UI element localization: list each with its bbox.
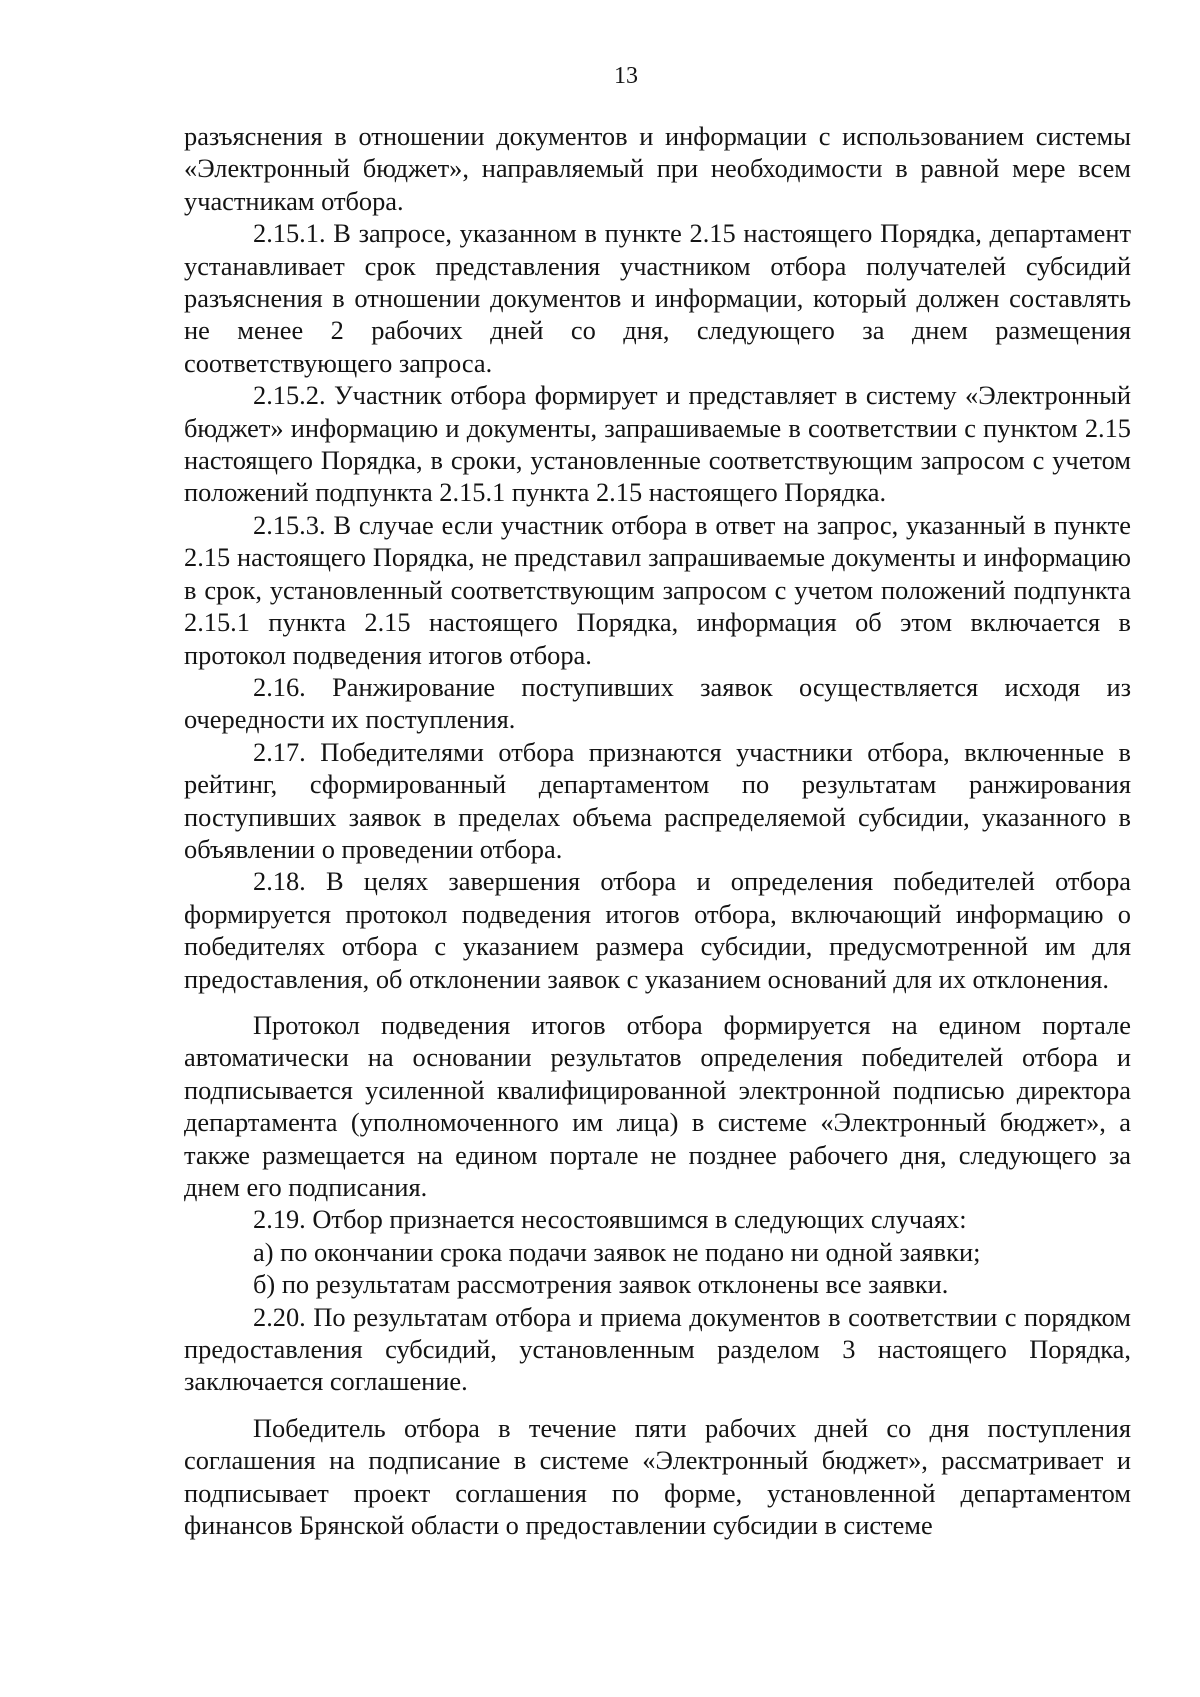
paragraph-protocol: Протокол подведения итогов отбора формируется на едином портале автоматически на основании результатов определения победителей отбора и подписывается усиленной квалифицированной электронной подписью директора департамента (уполномоченного им лица) в системе «Электронный бюджет», а также размещается на едином портале не позднее рабочего дня, следующего за днем его подписания.: [184, 1009, 1131, 1202]
paragraph-2-17: 2.17. Победителями отбора признаются участники отбора, включенные в рейтинг, сформированный департаментом по результатам ранжирования поступивших заявок в пределах объема распределяемой субсидии, указанного в объявлении о проведении отбора.: [184, 736, 1131, 864]
document-body: [184, 120, 1131, 1541]
paragraph-winner: Победитель отбора в течение пяти рабочих дней со дня поступления соглашения на подписание в системе «Электронный бюджет», рассматривает и подписывает проект соглашения по форме, установленной департаментом финансов Брянской области о предоставлении субсидии в системе: [184, 1412, 1131, 1541]
paragraph-2-20: 2.20. По результатам отбора и приема документов в соответствии с порядком предоставления субсидий, установленным разделом 3 настоящего Порядка, заключается соглашение.: [184, 1301, 1131, 1397]
paragraph-2-16: 2.16. Ранжирование поступивших заявок осуществляется исходя из очередности их поступления.: [184, 671, 1131, 735]
paragraph-2-15-3: 2.15.3. В случае если участник отбора в ответ на запрос, указанный в пункте 2.15 настоящего Порядка, не представил запрашиваемые документы и информацию в срок, установленный соответствующим запросом с учетом положений подпункта 2.15.1 пункта 2.15 настоящего Порядка, информация об этом включается в протокол подведения итогов отбора.: [184, 509, 1131, 670]
paragraph-continuation: разъяснения в отношении документов и информации с использованием системы «Электронный бюджет», направляемый при необходимости в равной мере всем участникам отбора.: [184, 121, 1131, 216]
paragraph-2-15-1: 2.15.1. В запросе, указанном в пункте 2.15 настоящего Порядка, департамент устанавливает срок представления участником отбора получателей субсидий разъяснения в отношении документов и информации, который должен составлять не менее 2 рабочих дней со дня, следующего за днем размещения соответствующего запроса.: [184, 218, 1131, 378]
list-item-b: б) по результатам рассмотрения заявок отклонены все заявки.: [253, 1269, 949, 1300]
paragraph-2-15-2: 2.15.2. Участник отбора формирует и представляет в систему «Электронный бюджет» информацию и документы, запрашиваемые в соответствии с пунктом 2.15 настоящего Порядка, в сроки, установленные соответствующим запросом с учетом положений подпункта 2.15.1 пункта 2.15 настоящего Порядка.: [184, 380, 1131, 508]
paragraph-2-19: 2.19. Отбор признается несостоявшимся в следующих случаях:: [253, 1204, 967, 1235]
list-item-a: а) по окончании срока подачи заявок не подано ни одной заявки;: [253, 1236, 981, 1267]
paragraph-2-18: 2.18. В целях завершения отбора и определения победителей отбора формируется протокол подведения итогов отбора, включающий информацию о победителях отбора с указанием размера субсидии, предусмотренной им для предоставления, об отклонении заявок с указанием оснований для их отклонения.: [184, 866, 1131, 994]
page-number: 13: [614, 63, 638, 89]
